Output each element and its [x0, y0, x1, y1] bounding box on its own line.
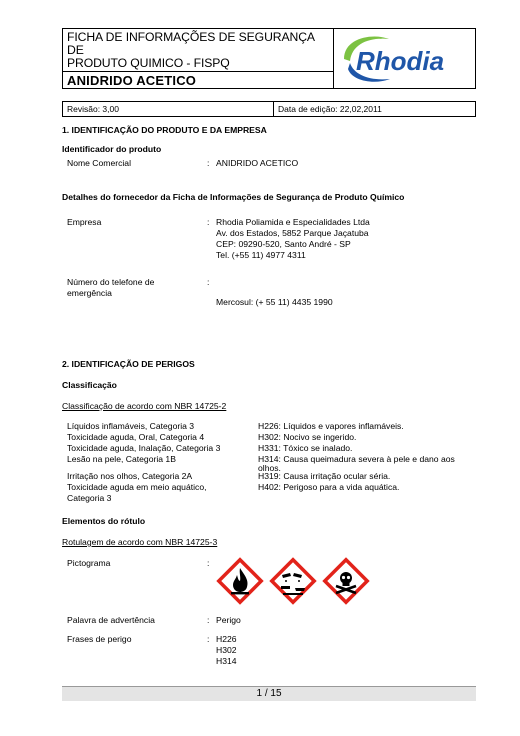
- classification-item: Toxicidade aguda, Oral, Categoria 4: [67, 432, 205, 442]
- colon: :: [207, 217, 210, 227]
- emergency-label: emergência: [67, 288, 112, 298]
- label-elements-heading: Elementos do rótulo: [62, 516, 146, 526]
- document-header: [62, 28, 476, 114]
- trade-name-value: ANIDRIDO ACETICO: [216, 158, 299, 168]
- hazard-statement: H402: Perigoso para a vida aquática.: [258, 482, 400, 492]
- title-line-2: PRODUTO QUIMICO - FISPQ: [67, 56, 230, 70]
- hazard-phrase: H314: [216, 656, 237, 666]
- trade-name-label: Nome Comercial: [67, 158, 131, 168]
- section1-title: 1. IDENTIFICAÇÃO DO PRODUTO E DA EMPRESA: [62, 125, 267, 135]
- classification-item: Irritação nos olhos, Categoria 2A: [67, 471, 193, 481]
- document-title: [62, 28, 334, 72]
- corrosion-icon: [268, 556, 318, 606]
- classification-item: Toxicidade aguda, Inalação, Categoria 3: [67, 443, 221, 453]
- hazard-statement: olhos.: [258, 463, 281, 473]
- emergency-label: Número do telefone de: [67, 277, 155, 287]
- colon: :: [207, 634, 210, 644]
- classification-subheading: Classificação de acordo com NBR 14725-2: [62, 401, 227, 411]
- title-line-1: FICHA DE INFORMAÇÕES DE SEGURANÇA DE: [67, 30, 315, 57]
- product-identifier-heading: Identificador do produto: [62, 144, 162, 154]
- hazard-statement: H331: Tóxico se inalado.: [258, 443, 353, 453]
- colon: :: [207, 277, 210, 287]
- company-line: Av. dos Estados, 5852 Parque Jaçatuba: [216, 228, 369, 238]
- hazard-phrase: H226: [216, 634, 237, 644]
- classification-heading: Classificação: [62, 380, 117, 390]
- labelling-subheading: Rotulagem de acordo com NBR 14725-3: [62, 537, 218, 547]
- product-name: ANIDRIDO ACETICO: [62, 71, 334, 89]
- supplier-heading: Detalhes do fornecedor da Ficha de Informações de Segurança de Produto Químico: [62, 192, 405, 202]
- hazard-statement: H302: Nocivo se ingerido.: [258, 432, 357, 442]
- page-number: 1 / 15: [256, 688, 282, 699]
- company-line: Rhodia Poliamida e Especialidades Ltda: [216, 217, 370, 227]
- logo-text: Rhodia: [356, 46, 445, 76]
- signal-word-value: Perigo: [216, 615, 241, 625]
- hazard-statement: H319: Causa irritação ocular séria.: [258, 471, 391, 481]
- hazard-statement: H226: Líquidos e vapores inflamáveis.: [258, 421, 404, 431]
- colon: :: [207, 558, 210, 568]
- edit-date-field: Data de edição: 22,02,2011: [273, 101, 476, 117]
- revision-field: Revisão: 3,00: [62, 101, 274, 117]
- pictogram-label: Pictograma: [67, 558, 111, 568]
- page-footer: [62, 686, 476, 701]
- flame-icon: [215, 556, 265, 606]
- company-label: Empresa: [67, 217, 102, 227]
- emergency-value: Mercosul: (+ 55 11) 4435 1990: [216, 297, 333, 307]
- rhodia-logo: [333, 28, 476, 89]
- signal-word-label: Palavra de advertência: [67, 615, 155, 625]
- section2-title: 2. IDENTIFICAÇÃO DE PERIGOS: [62, 359, 195, 369]
- skull-crossbones-icon: [321, 556, 371, 606]
- hazard-phrase: H302: [216, 645, 237, 655]
- hazard-statement: H314: Causa queimadura severa à pele e dano aos: [258, 454, 455, 464]
- colon: :: [207, 158, 210, 168]
- classification-item: Toxicidade aguda em meio aquático,: [67, 482, 207, 492]
- company-line: Tel. (+55 11) 4977 4311: [216, 250, 306, 260]
- classification-item: Categoria 3: [67, 493, 112, 503]
- hazard-phrases-label: Frases de perigo: [67, 634, 132, 644]
- classification-item: Lesão na pele, Categoria 1B: [67, 454, 176, 464]
- classification-item: Líquidos inflamáveis, Categoria 3: [67, 421, 195, 431]
- colon: :: [207, 615, 210, 625]
- company-line: CEP: 09290-520, Santo André - SP: [216, 239, 351, 249]
